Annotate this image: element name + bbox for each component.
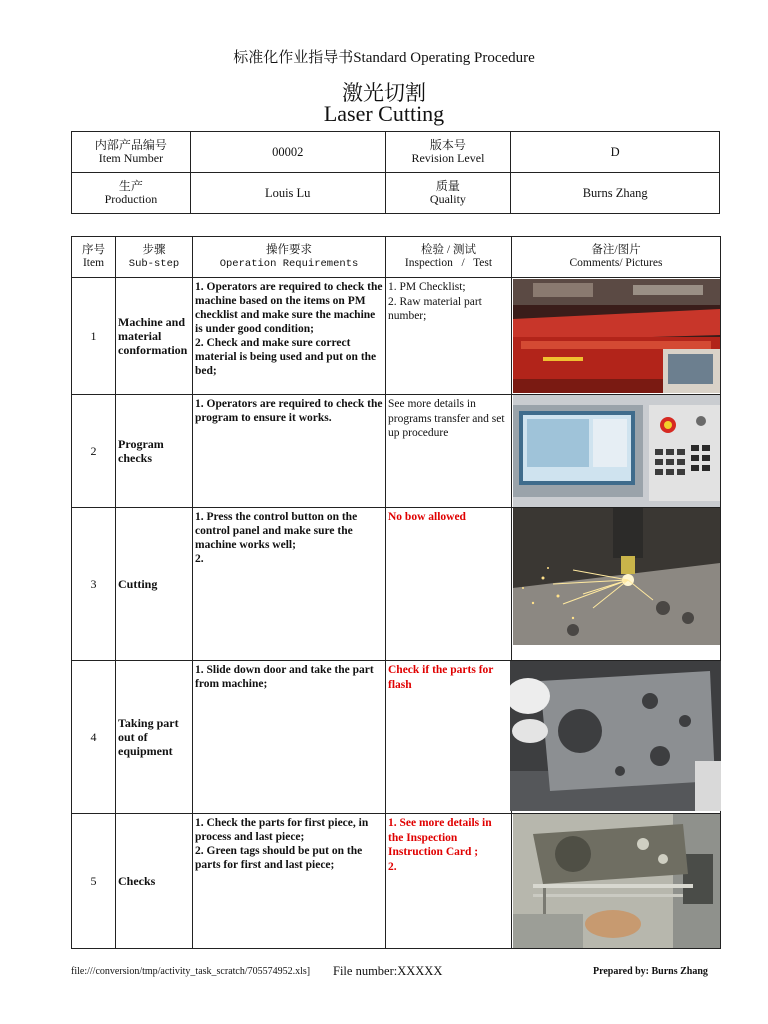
page-title: Laser Cutting — [323, 101, 445, 126]
row-inspection: 1. See more details in the Inspection Instruction Card ; 2. — [386, 814, 512, 949]
part-removal-photo — [510, 661, 721, 811]
control-panel-photo — [513, 395, 720, 507]
col-header-inspection — [386, 237, 512, 278]
row-substep: Taking part out of equipment — [116, 661, 193, 814]
row-inspection: See more details in programs transfer and set up procedure — [386, 395, 512, 508]
row-number: 4 — [72, 661, 116, 814]
item-number-label-en: Item Number — [98, 151, 164, 165]
footer-file-number: File number:XXXXX — [333, 964, 443, 978]
col-header-inspection-cn: 检验 / 测试 — [421, 244, 476, 256]
production-label — [72, 173, 191, 214]
row-operation: 1. Operators are required to check the machine based on the items on PM checklist and make sure the machine is under good condition; 2. Check and make sure correct material is being used and put on the bed; — [193, 278, 386, 395]
row-picture — [512, 395, 721, 508]
col-header-item-en: Item — [82, 257, 105, 269]
row-substep: Machine and material conformation — [116, 278, 193, 395]
item-number-label — [72, 132, 191, 173]
quality-label-en: Quality — [429, 192, 466, 206]
revision-label-en: Revision Level — [411, 151, 485, 165]
info-table — [71, 131, 720, 214]
row-operation: 1. Slide down door and take the part from machine; — [193, 661, 386, 814]
row-picture — [512, 508, 721, 661]
quality-value: Burns Zhang — [511, 173, 720, 214]
item-number-label-cn: 内部产品编号 — [94, 138, 167, 152]
quality-label — [385, 173, 511, 214]
row-number: 5 — [72, 814, 116, 949]
col-header-substep-cn: 步骤 — [142, 243, 166, 256]
revision-value: D — [511, 132, 720, 173]
table-row — [72, 278, 721, 395]
table-row — [72, 395, 721, 508]
quality-label-cn: 质量 — [435, 179, 460, 193]
row-operation: 1. Press the control button on the control panel and make sure the machine works well; 2. — [193, 508, 386, 661]
revision-label — [385, 132, 511, 173]
col-header-operation-cn: 操作要求 — [266, 243, 312, 256]
cutting-sparks-photo — [513, 508, 720, 645]
document-header: 标准化作业指导书Standard Operating Procedure — [233, 50, 535, 66]
row-operation: 1. Operators are required to check the program to ensure it works. — [193, 395, 386, 508]
table-row — [72, 814, 721, 949]
production-label-cn: 生产 — [118, 179, 143, 193]
row-substep: Cutting — [116, 508, 193, 661]
table-row — [72, 508, 721, 661]
row-substep: Program checks — [116, 395, 193, 508]
row-inspection: Check if the parts for flash — [386, 661, 512, 814]
col-header-comments — [512, 237, 721, 278]
row-operation: 1. Check the parts for first piece, in process and last piece; 2. Green tags should be put on the parts for first and last piece; — [193, 814, 386, 949]
production-label-en: Production — [104, 192, 158, 206]
procedure-table — [71, 236, 721, 949]
row-number: 3 — [72, 508, 116, 661]
row-picture — [512, 814, 721, 949]
col-header-substep-en: Sub-step — [128, 257, 180, 270]
laser-machine-photo — [513, 279, 720, 393]
row-picture — [512, 278, 721, 395]
col-header-item — [72, 237, 116, 278]
table-row — [72, 661, 721, 814]
row-number: 2 — [72, 395, 116, 508]
row-inspection: No bow allowed — [386, 508, 512, 661]
footer-file-path: file:///conversion/tmp/activity_task_scratch/705574952.xls] — [71, 966, 311, 977]
row-inspection: 1. PM Checklist; 2. Raw material part number; — [386, 278, 512, 395]
row-substep: Checks — [116, 814, 193, 949]
production-value: Louis Lu — [190, 173, 385, 214]
part-check-photo — [513, 814, 720, 948]
row-picture — [512, 661, 721, 814]
item-number-value: 00002 — [190, 132, 385, 173]
row-number: 1 — [72, 278, 116, 395]
col-header-item-cn: 序号 — [82, 244, 105, 256]
col-header-inspection-en: Inspection / Test — [404, 257, 493, 269]
col-header-substep — [116, 237, 193, 278]
col-header-operation — [193, 237, 386, 278]
col-header-comments-cn: 备注/图片 — [591, 244, 641, 256]
revision-label-cn: 版本号 — [429, 138, 466, 152]
title-chinese: 激光切割 — [342, 81, 426, 105]
col-header-comments-en: Comments/ Pictures — [569, 257, 663, 269]
footer-prepared-by: Prepared by: Burns Zhang — [593, 966, 708, 977]
col-header-operation-en: Operation Requirements — [219, 257, 359, 270]
